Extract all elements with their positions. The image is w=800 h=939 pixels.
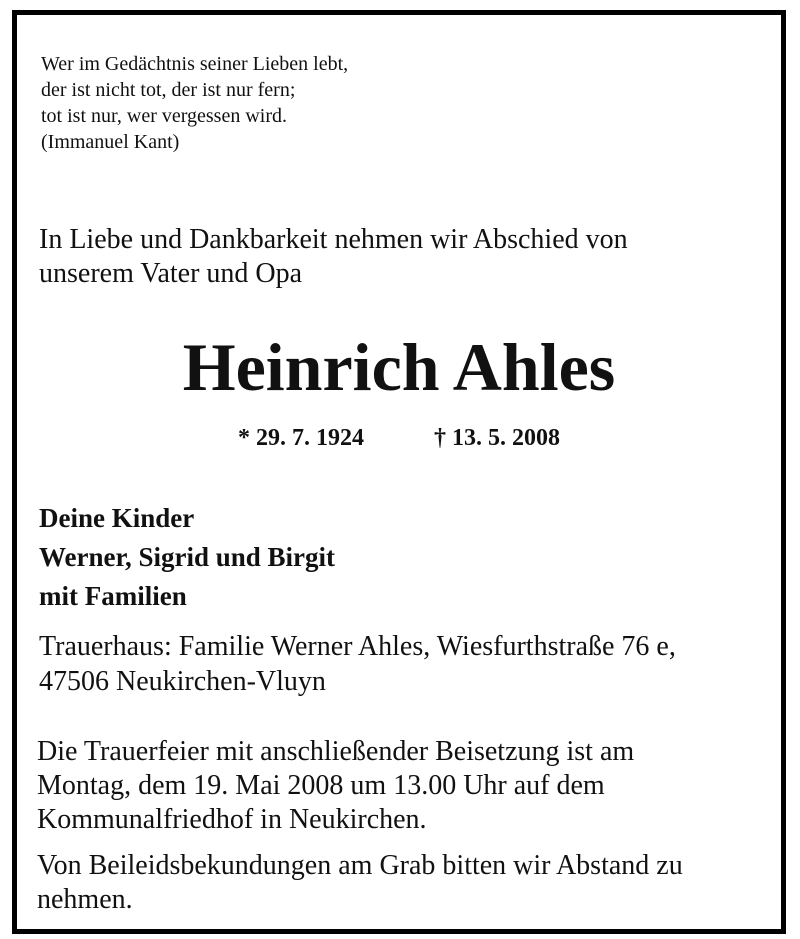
mourning-family: [39, 499, 335, 616]
quote-line: tot ist nur, wer vergessen wird.: [41, 105, 288, 127]
family-line: Werner, Sigrid und Birgit: [39, 542, 336, 572]
quote-attribution: (Immanuel Kant): [41, 131, 180, 153]
obituary-content: [17, 15, 781, 929]
family-line: mit Familien: [39, 581, 187, 611]
quote-line: Wer im Gedächtnis seiner Lieben lebt,: [41, 53, 349, 75]
obituary-frame: [12, 10, 786, 934]
funeral-ceremony-info: [37, 735, 634, 837]
family-line: Deine Kinder: [39, 503, 195, 533]
birth-date: * 29. 7. 1924: [238, 425, 364, 451]
condolence-line: nehmen.: [37, 884, 133, 915]
ceremony-line: Kommunalfriedhof in Neukirchen.: [37, 804, 427, 835]
address-line: Trauerhaus: Familie Werner Ahles, Wiesfurthstraße 76 e,: [39, 631, 676, 662]
condolence-line: Von Beileidsbekundungen am Grab bitten wir Abstand zu: [37, 850, 683, 881]
intro-line: In Liebe und Dankbarkeit nehmen wir Abschied von: [39, 224, 628, 255]
address-line: 47506 Neukirchen-Vluyn: [39, 666, 326, 697]
death-date: † 13. 5. 2008: [434, 425, 560, 451]
kant-quote: [41, 51, 348, 155]
deceased-name: Heinrich Ahles: [182, 329, 616, 405]
farewell-intro: [39, 223, 628, 291]
ceremony-line: Montag, dem 19. Mai 2008 um 13.00 Uhr auf dem: [37, 770, 605, 801]
quote-line: der ist nicht tot, der ist nur fern;: [41, 79, 296, 101]
ceremony-line: Die Trauerfeier mit anschließender Beisetzung ist am: [37, 736, 635, 767]
life-dates: [17, 423, 781, 453]
house-of-mourning-address: [39, 629, 676, 699]
condolence-request: [37, 849, 683, 917]
intro-line: unserem Vater und Opa: [39, 258, 303, 289]
